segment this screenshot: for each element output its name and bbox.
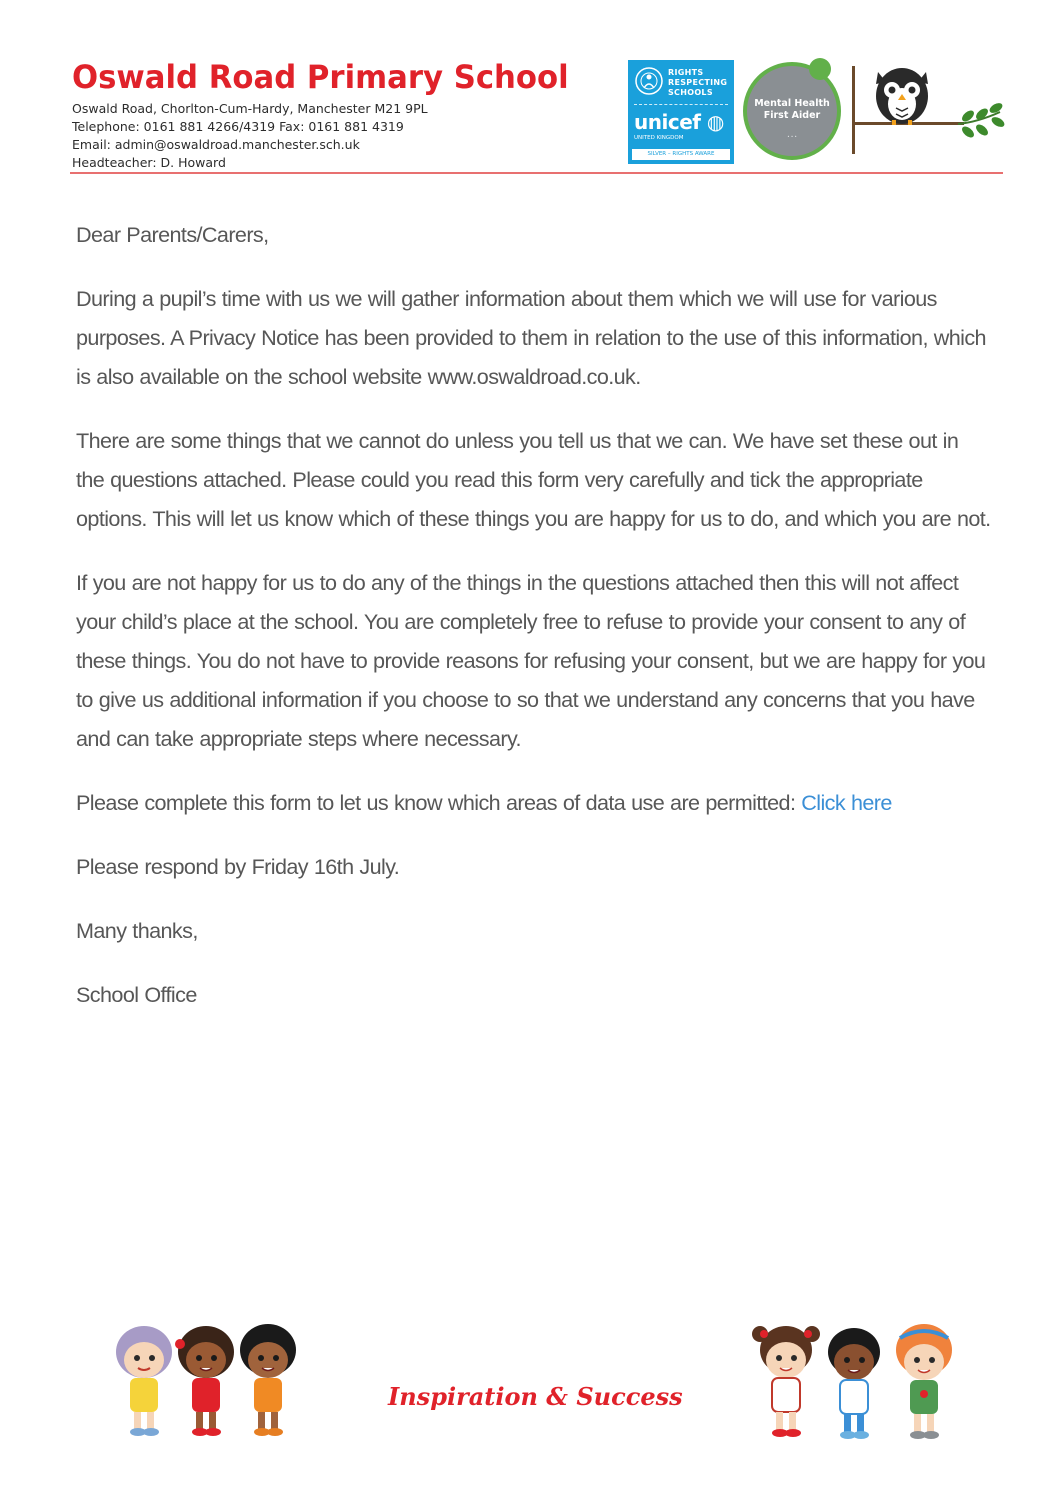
- unicef-country: UNITED KINGDOM: [634, 135, 684, 141]
- signoff: School Office: [76, 982, 197, 1007]
- school-contact-details: [72, 100, 612, 172]
- school-tagline: Inspiration & Success: [388, 1382, 683, 1411]
- rrs-title: [668, 68, 727, 98]
- rrs-award-level: SILVER – RIGHTS AWARE: [632, 149, 730, 160]
- mental-health-first-aider-badge: [743, 62, 841, 160]
- rrs-line-2: RESPECTING: [668, 78, 728, 87]
- unicef-globe-icon: ◍: [706, 110, 724, 134]
- children-illustration-left: [96, 1322, 312, 1440]
- form-prompt: [76, 783, 991, 822]
- deadline: Please respond by Friday 16th July.: [76, 854, 400, 879]
- rrs-line-1: RIGHTS: [668, 68, 704, 77]
- rrs-globe-icon: [634, 66, 664, 96]
- rights-respecting-schools-badge: [628, 60, 734, 164]
- unicef-wordmark: [634, 110, 724, 134]
- mh-small-print: • • •: [787, 134, 797, 139]
- school-email: Email: admin@oswaldroad.manchester.sch.uk: [72, 137, 360, 152]
- closing: Many thanks,: [76, 918, 198, 943]
- owl-on-branch-logo: [848, 62, 1008, 158]
- letterhead: [70, 58, 1005, 176]
- form-link[interactable]: Click here: [801, 790, 892, 815]
- mental-health-label: Mental Health First Aider: [754, 98, 830, 121]
- paragraph-consent-questions: There are some things that we cannot do unless you tell us that we can. We have set these out in the questions attached. Please could you read this form very carefully and tick the appropriate options. This will let us know which of these things you are happy for us to do, and which you are not.: [76, 428, 991, 531]
- paragraph-data-use: During a pupil’s time with us we will gather information about them which we will use for various purposes. A Privacy Notice has been provided to them in relation to the use of this information, which is also available on the school website www.oswaldroad.co.uk.: [76, 286, 986, 389]
- headteacher: Headteacher: D. Howard: [72, 155, 226, 170]
- rrs-line-3: SCHOOLS: [668, 88, 713, 97]
- school-address: Oswald Road, Chorlton-Cum-Hardy, Manchester M21 9PL: [72, 101, 428, 116]
- form-prompt-text: Please complete this form to let us know which areas of data use are permitted:: [76, 790, 802, 815]
- salutation: Dear Parents/Carers,: [76, 222, 269, 247]
- paragraph-refusal: If you are not happy for us to do any of the things in the questions attached then this will not affect your child’s place at the school. You are completely free to refuse to provide your consent to any of these things. You do not have to provide reasons for refusing your consent, but we are happy for you to give us additional information if you choose to so that we understand any concerns that you have and can take appropriate steps where necessary.: [76, 570, 986, 751]
- letter-body: [76, 215, 991, 1014]
- leaf-icon: [809, 58, 831, 80]
- school-telephone: Telephone: 0161 881 4266/4319 Fax: 0161 881 4319: [72, 119, 404, 134]
- school-name: Oswald Road Primary School: [72, 58, 569, 96]
- rrs-divider: [634, 104, 728, 105]
- unicef-text: unicef: [634, 110, 701, 134]
- children-illustration-right: [744, 1320, 970, 1444]
- letterhead-rule: [70, 172, 1003, 174]
